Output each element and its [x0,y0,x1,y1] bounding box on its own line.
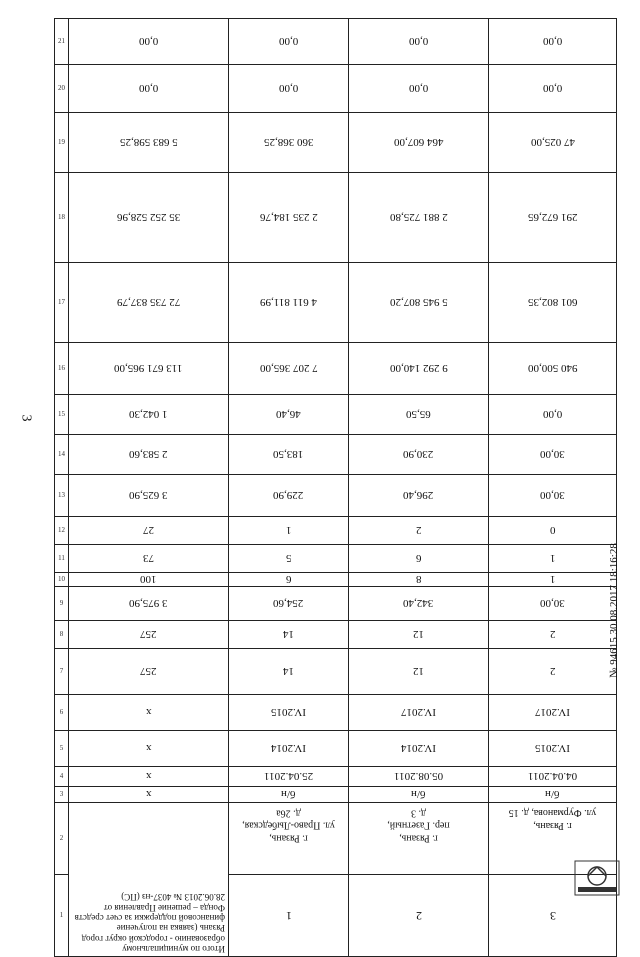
cell-value: 2 [489,649,617,695]
column-index: 8 [55,621,69,649]
table-row [55,517,617,545]
cell-value: б/н [349,787,489,803]
address-cell: г. Рязань, ул. Фурманова, д. 15 [489,803,617,875]
column-index: 20 [55,65,69,113]
cell-value: 25.04.2011 [229,767,349,787]
cell-value: 291 672,65 [489,173,617,263]
total-value: x [69,767,229,787]
table-row [55,649,617,695]
stamp-logo-icon [574,860,620,896]
table-row [55,803,617,875]
total-value: 257 [69,621,229,649]
cell-value: 183,50 [229,435,349,475]
column-index: 19 [55,113,69,173]
cell-value: IV.2017 [349,695,489,731]
cell-value: 9 292 140,00 [349,343,489,395]
total-value: 2 583,60 [69,435,229,475]
column-index: 3 [55,787,69,803]
total-value: x [69,695,229,731]
cell-value: 0,00 [229,19,349,65]
total-value: 0,00 [69,65,229,113]
column-index: 21 [55,19,69,65]
column-index: 2 [55,803,69,875]
table-row [55,113,617,173]
table-row [55,173,617,263]
column-index: 13 [55,475,69,517]
table-row [55,475,617,517]
column-index: 6 [55,695,69,731]
cell-value: 30,00 [489,475,617,517]
cell-value: 0,00 [489,19,617,65]
column-index: 7 [55,649,69,695]
cell-value: 2 [489,621,617,649]
cell-value: 04.04.2011 [489,767,617,787]
cell-value: б/н [229,787,349,803]
cell-value: 46,40 [229,395,349,435]
cell-value: 601 802,35 [489,263,617,343]
address-cell: г. Рязань, пер. Газетный, д. 3 [349,803,489,875]
cell-value: 4 611 811,99 [229,263,349,343]
total-value: 0,00 [69,19,229,65]
total-value: 100 [69,573,229,587]
cell-value: IV.2015 [229,695,349,731]
cell-value: 1 [489,573,617,587]
cell-value: 0 [489,517,617,545]
cell-value: 5 945 807,20 [349,263,489,343]
table-row [55,767,617,787]
cell-value: 1 [489,545,617,573]
cell-value: 254,60 [229,587,349,621]
data-table [54,18,616,954]
table-row [55,545,617,573]
cell-value: 7 207 365,00 [229,343,349,395]
table-row [55,731,617,767]
total-value: 73 [69,545,229,573]
row-number: 1 [229,875,349,957]
total-label: Итого по муниципальному образованию - городской округ город Рязань (заявка на получение финансовой поддержки за счет средств Фонда – решение Правления от 28.06.2013 № 4037-нз (ПС) [69,803,229,957]
column-index: 10 [55,573,69,587]
cell-value: 65,50 [349,395,489,435]
cell-value: 47 025,00 [489,113,617,173]
cell-value: 6 [349,545,489,573]
cell-value: 1 [229,517,349,545]
column-index: 5 [55,731,69,767]
table-row [55,435,617,475]
total-value: 3 625,90 [69,475,229,517]
cell-value: 6 [229,573,349,587]
row-number: 3 [489,875,617,957]
cell-value: IV.2015 [489,731,617,767]
cell-value: 2 235 184,76 [229,173,349,263]
total-value: 5 683 598,25 [69,113,229,173]
table-row [55,395,617,435]
column-index: 17 [55,263,69,343]
cell-value: IV.2017 [489,695,617,731]
row-number: 2 [349,875,489,957]
cell-value: 296,40 [349,475,489,517]
column-index: 1 [55,875,69,957]
column-index: 18 [55,173,69,263]
cell-value: 2 [349,517,489,545]
table-row [55,65,617,113]
cell-value: 12 [349,621,489,649]
table-row [55,621,617,649]
cell-value: 342,40 [349,587,489,621]
total-value: 3 975,90 [69,587,229,621]
cell-value: 14 [229,621,349,649]
page-number: 3 [18,414,34,422]
total-value: 113 671 965,00 [69,343,229,395]
cell-value: 30,00 [489,435,617,475]
table-row [55,787,617,803]
table-row [55,343,617,395]
column-index: 11 [55,545,69,573]
cell-value: 464 607,00 [349,113,489,173]
cell-value: 5 [229,545,349,573]
cell-value: 940 500,00 [489,343,617,395]
total-value: 257 [69,649,229,695]
cell-value: 12 [349,649,489,695]
cell-value: 2 881 725,80 [349,173,489,263]
cell-value: 0,00 [489,395,617,435]
cell-value: IV.2014 [349,731,489,767]
registration-number: № 94615 30.08.2017 18:16:28 [608,543,620,678]
cell-value: 8 [349,573,489,587]
cell-value: 0,00 [349,65,489,113]
table-row [55,263,617,343]
cell-value: 05.08.2011 [349,767,489,787]
column-index: 9 [55,587,69,621]
cell-value: 0,00 [489,65,617,113]
cell-value: б/н [489,787,617,803]
table-row [55,695,617,731]
column-index: 14 [55,435,69,475]
cell-value: IV.2014 [229,731,349,767]
total-value: x [69,787,229,803]
address-cell: г. Рязань, ул. Право-Лыбедская, д. 26а [229,803,349,875]
cell-value: 0,00 [349,19,489,65]
cell-value: 229,90 [229,475,349,517]
cell-value: 30,00 [489,587,617,621]
total-value: 27 [69,517,229,545]
cell-value: 14 [229,649,349,695]
table-row [55,573,617,587]
table-row [55,19,617,65]
cell-value: 0,00 [229,65,349,113]
column-index: 15 [55,395,69,435]
table-row [55,587,617,621]
total-value: 72 735 837,79 [69,263,229,343]
column-index: 4 [55,767,69,787]
cell-value: 230,90 [349,435,489,475]
total-value: x [69,731,229,767]
column-index: 16 [55,343,69,395]
column-index: 12 [55,517,69,545]
cell-value: 360 368,25 [229,113,349,173]
total-value: 1 042,30 [69,395,229,435]
total-value: 35 252 528,96 [69,173,229,263]
